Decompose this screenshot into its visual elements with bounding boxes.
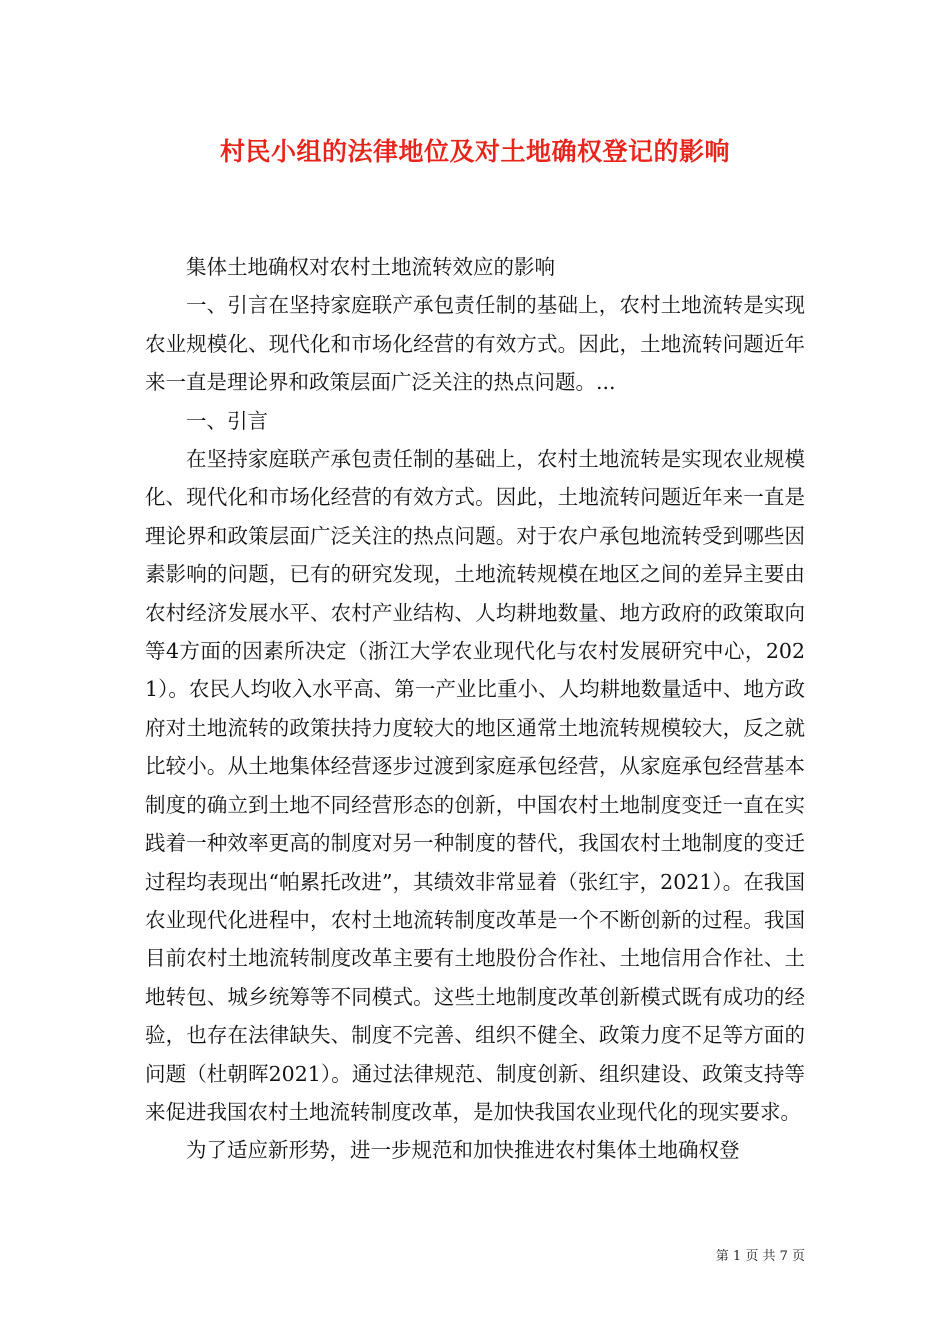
document-title: 村民小组的法律地位及对土地确权登记的影响 — [219, 137, 730, 166]
document-body — [145, 248, 805, 1170]
page-number: 第 1 页 共 7 页 — [715, 1249, 805, 1264]
section-heading: 一、引言 — [186, 408, 268, 433]
paragraph-main: 在坚持家庭联产承包责任制的基础上，农村土地流转是实现农业规模化、现代化和市场化经营的有效方式。因此，土地流转问题近年来一直是理论界和政策层面广泛关注的热点问题。对于农户承包地流转受到哪些因素影响的问题，已有的研究发现，土地流转规模在地区之间的差异主要由农村经济发展水平、农村产业结构、人均耕地数量、地方政府的政策取向等4方面的因素所决定（浙江大学农业现代化与农村发展研究中心，2021）。农民人均收入水平高、第一产业比重小、人均耕地数量适中、地方政府对土地流转的政策扶持力度较大的地区通常土地流转规模较大，反之就比较小。从土地集体经营逐步过渡到家庭承包经营，从家庭承包经营基本制度的确立到土地不同经营形态的创新，中国农村土地制度变迁一直在实践着一种效率更高的制度对另一种制度的替代，我国农村土地制度的变迁过程均表现出“帕累托改进”，其绩效非常显着（张红宇，2021）。在我国农业现代化进程中，农村土地流转制度改革是一个不断创新的过程。我国目前农村土地流转制度改革主要有土地股份合作社、土地信用合作社、土地转包、城乡统筹等不同模式。这些土地制度改革创新模式既有成功的经验，也存在法律缺失、制度不完善、组织不健全、政策力度不足等方面的问题（杜朝晖2021）。通过法律规范、制度创新、组织建设、政策支持等来促进我国农村土地流转制度改革，是加快我国农业现代化的现实要求。 — [145, 447, 805, 1124]
paragraph-continuation: 为了适应新形势，进一步规范和加快推进农村集体土地确权登 — [186, 1138, 740, 1163]
paragraph-subtitle: 集体土地确权对农村土地流转效应的影响 — [186, 255, 555, 279]
paragraph-summary: 一、引言在坚持家庭联产承包责任制的基础上，农村土地流转是实现农业规模化、现代化和市场化经营的有效方式。因此，土地流转问题近年来一直是理论界和政策层面广泛关注的热点问题。... — [145, 293, 805, 395]
